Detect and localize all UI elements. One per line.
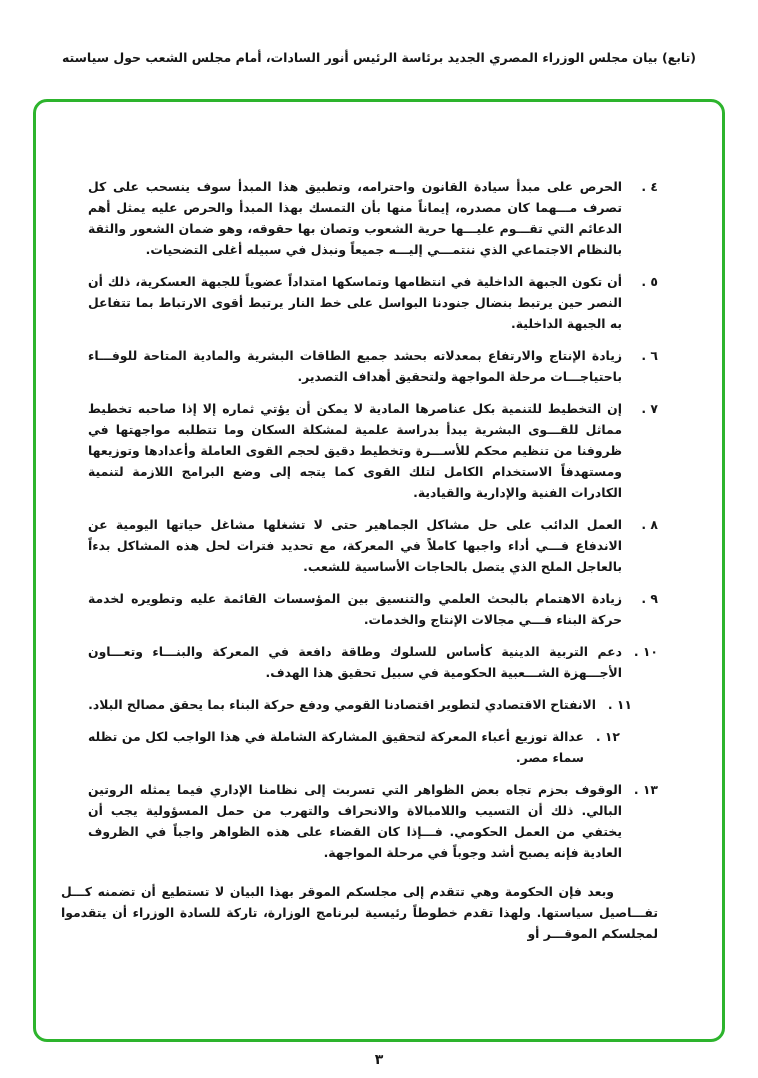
list-item	[61, 694, 632, 715]
item-text: زيادة الإنتاج والارتفاع بمعدلاته بحشد جميع الطاقات البشرية والمادية المتاحة للوفـــاء باحتياجـــات مرحلة المواجهة ولتحقيق أهداف التصدير.	[88, 348, 622, 384]
document-body	[61, 176, 658, 944]
list-item	[61, 345, 658, 387]
list-item	[61, 514, 658, 577]
item-number: ٨ .	[641, 517, 658, 532]
item-number: ٦ .	[641, 348, 658, 363]
item-number: ٥ .	[641, 274, 658, 289]
item-text: أن تكون الجبهة الداخلية في انتظامها وتماسكها امتداداً عضوياً للجبهة العسكرية، ذلك أن النصر حين يرتبط بنضال جنودنا البواسل على خط النار يرتبط أقوى الارتباط بما تتفاعل به الجبهة الداخلية.	[88, 274, 622, 331]
list-item	[61, 726, 620, 768]
item-text: دعم التربية الدينية كأساس للسلوك وطاقة دافعة في المعركة والبنـــاء وتعـــاون الأجـــهزة الشـــعبية الحكومية في سبيل تحقيق هذا الهدف.	[88, 644, 622, 680]
content-border-frame	[33, 99, 725, 1042]
item-number: ١١ .	[607, 697, 632, 712]
list-item	[61, 398, 658, 503]
item-text: العمل الدائب على حل مشاكل الجماهير حتى لا تشغلها مشاغل حياتها اليومية عن الاندفاع فـــي أداء واجبها كاملاً في المعركة، مع تحديد فترات لحل هذه المشاكل بدءاً بالعاجل الملح الذي يتصل بالحاجات الأساسية للشعب.	[88, 517, 622, 574]
page-number: ٣	[374, 1052, 384, 1068]
closing-paragraph: وبعد فإن الحكومة وهي تتقدم إلى مجلسكم الموقر بهذا البيان لا تستطيع أن تضمنه كـــل تفـــاصيل سياستها. ولهذا تقدم خطوطاً رئيسية لبرنامج الوزارة، تاركة للسادة الوزراء أن يتقدموا لمجلسكم الموقـــر أو	[61, 884, 658, 941]
item-text: زيادة الاهتمام بالبحث العلمي والتنسيق بين المؤسسات القائمة عليه وتطويره لخدمة حركة البناء فـــي مجالات الإنتاج والخدمات.	[88, 591, 622, 627]
item-number: ٤ .	[641, 179, 658, 194]
item-text: الحرص على مبدأ سيادة القانون واحترامه، وتطبيق هذا المبدأ سوف ينسحب على كل تصرف مـــهما كان مصدره، إيماناً منها بأن التمسك بهذا المبدأ والحرص عليه يمثل أهم الدعائم التي تقـــوم عليـــها حرية الشعوب وتصان بها حقوقه، وهو ضمان الشعور والثقة بالنظام الاجتماعي الذي ننتمـــي إليـــه جميعاً ونبذل في سبيله أغلى التضحيات.	[88, 179, 622, 257]
item-number: ٧ .	[641, 401, 658, 416]
item-number: ٩ .	[641, 591, 658, 606]
item-text: الوقوف بحزم تجاه بعض الظواهر التي تسربت إلى نظامنا الإداري فيما يمثله الروتين البالي. ذلك أن التسيب واللامبالاة والانحراف والتهرب من حمل المسؤولية يجب أن يختفي من العمل الحكومي. فـــإذا كان القضاء على هذه الظواهر واجباً في الظروف العادية فإنه يصبح أشد وجوباً في مرحلة المواجهة.	[88, 782, 622, 860]
list-item	[61, 588, 658, 630]
numbered-list	[61, 176, 658, 863]
item-number: ١٠ .	[633, 644, 658, 659]
list-item	[61, 641, 658, 683]
item-text: عدالة توزيع أعباء المعركة لتحقيق المشاركة الشاملة في هذا الواجب لكل من تظله سماء مصر.	[88, 729, 584, 765]
item-text: إن التخطيط للتنمية بكل عناصرها المادية لا يمكن أن يؤتي ثماره إلا إذا صاحبه تخطيط مماثل للقـــوى البشرية يبدأ بدراسة علمية لمشكلة السكان وما تتطلبه مواجهتها في ظروفنا من تنظيم محكم للأســـرة وتخطيط دقيق لحجم القوى العاملة وأعدادها وتوزيعها ومستهدفاً الاستخدام الكامل لتلك القوى كما يتجه إلى وضع البرامج اللازمة لتنمية الكادرات الفنية والإدارية والقيادية.	[88, 401, 622, 500]
document-header-title: (تابع) بيان مجلس الوزراء المصري الجديد برئاسة الرئيس أنور السادات، أمام مجلس الشعب حول سياسته	[61, 50, 697, 65]
list-item	[61, 779, 658, 863]
item-number: ١٢ .	[595, 729, 620, 744]
item-text: الانفتاح الاقتصادي لتطوير اقتصادنا القومي ودفع حركة البناء بما يحقق مصالح البلاد.	[88, 697, 596, 712]
list-item	[61, 176, 658, 260]
item-number: ١٣ .	[633, 782, 658, 797]
list-item	[61, 271, 658, 334]
